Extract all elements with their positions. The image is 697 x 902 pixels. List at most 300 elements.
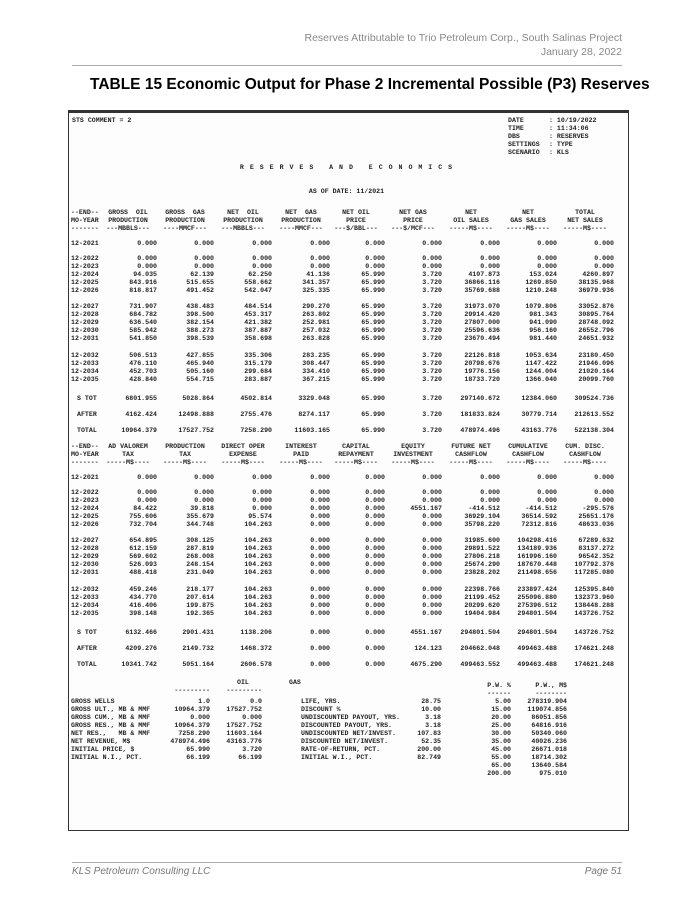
table-cell: 506.513 [129,352,157,359]
column-header: CUMULATIVE [508,443,548,450]
table-cell: 558.662 [244,279,272,286]
table-cell: 65.990 [361,311,385,318]
table-cell: 308.125 [186,537,214,544]
table-cell: 522138.304 [574,427,614,434]
table-cell: 0.000 [365,602,385,609]
table-cell: 4162.424 [125,411,157,418]
table-cell: 1079.806 [525,303,557,310]
table-cell: 20299.620 [464,602,500,609]
column-header: GROSS GAS [165,209,205,216]
summary-oil-value: 65.990 [186,746,210,753]
table-cell: 0.000 [422,489,442,496]
table-cell: 174621.248 [574,645,614,652]
table-cell: 0.000 [480,255,500,262]
table-cell: 941.090 [529,319,557,326]
table-cell: 0.000 [137,240,157,247]
table-cell: 0.000 [422,513,442,520]
pw-value-header: P.W., M$ [535,682,567,689]
table-cell: 0.000 [365,594,385,601]
table-cell: 294801.504 [517,629,557,636]
table-cell: 421.382 [244,319,272,326]
table-cell: 3.720 [422,376,442,383]
table-cell: 19776.156 [464,368,500,375]
table-cell: 0.000 [422,561,442,568]
row-label: 12-2029 [71,319,99,326]
table-cell: 6801.955 [125,395,157,402]
table-cell: 19404.984 [464,610,500,617]
column-header: PRODUCTION [108,217,148,224]
pw-value: 64816.916 [531,722,567,729]
economic-indicator-label: DISCOUNTED PAYOUT, YRS. [301,722,393,729]
table-cell: 541.850 [129,335,157,342]
table-cell: 153.024 [529,271,557,278]
table-cell: 0.000 [422,474,442,481]
divider: --------- [226,687,262,694]
table-cell: 0.000 [310,602,330,609]
table-cell: 35798.220 [464,521,500,528]
table-cell: 29891.522 [464,545,500,552]
table-cell: 452.703 [129,368,157,375]
table-cell: 104.263 [244,553,272,560]
table-cell: 143726.752 [574,610,614,617]
divider: -------- [535,690,567,697]
table-cell: 382.154 [186,319,214,326]
summary-label: INITIAL PRICE, $ [71,746,135,753]
pw-value: 119074.856 [527,706,567,713]
table-cell: 0.000 [310,537,330,544]
table-cell: 211498.656 [517,569,557,576]
row-label: 12-2028 [71,545,99,552]
table-cell: 248.154 [186,561,214,568]
table-cell: 0.000 [365,553,385,560]
table-cell: 5051.164 [182,661,214,668]
table-cell: 5028.864 [182,395,214,402]
table-cell: 398.539 [186,335,214,342]
pw-value: 26671.018 [531,746,567,753]
table-cell: 0.000 [365,569,385,576]
row-label: 12-2024 [71,505,99,512]
pw-percent: 5.00 [495,698,511,705]
table-cell: 23670.494 [464,335,500,342]
pw-percent: 200.00 [487,770,511,777]
table-cell: 0.000 [594,263,614,270]
row-label: 12-2021 [71,240,99,247]
table-cell: 0.000 [365,474,385,481]
as-of-date: AS OF DATE: 11/2021 [308,188,385,195]
table-cell: 3.720 [422,303,442,310]
table-cell: 388.273 [186,327,214,334]
table-cell: 65.990 [361,352,385,359]
pw-percent: 25.00 [491,722,511,729]
report-heading: R E S E R V E S A N D E C O N O M I C S [239,164,454,171]
row-label: 12-2032 [71,352,99,359]
table-cell: 0.000 [310,489,330,496]
economic-indicator-label: UNDISCOUNTED NET/INVEST. [301,730,396,737]
row-label: AFTER [77,411,97,418]
summary-label: GROSS RES., MB & MMF [71,722,151,729]
table-cell: 515.655 [186,279,214,286]
pw-percent: 45.00 [491,746,511,753]
footer-company: KLS Petroleum Consulting LLC [72,866,211,877]
table-cell: 0.000 [480,489,500,496]
row-label: 12-2025 [71,279,99,286]
table-cell: 294801.504 [460,629,500,636]
table-cell: 65.990 [361,303,385,310]
economic-indicator-label: INITIAL W.I., PCT. [301,754,373,761]
table-cell: 35769.688 [464,287,500,294]
table-cell: 0.000 [422,537,442,544]
column-header: PAID [293,451,309,458]
table-cell: 542.047 [244,287,272,294]
table-cell: 0.000 [480,474,500,481]
summary-label: NET REVENUE, M$ [71,738,131,745]
table-cell: 308.447 [302,360,330,367]
table-cell: 8274.117 [298,411,330,418]
table-cell: 31973.070 [464,303,500,310]
summary-label: GROSS ULT., MB & MMF [71,706,151,713]
row-label: 12-2033 [71,594,99,601]
table-cell: 3.720 [422,335,442,342]
table-cell: 65.990 [361,427,385,434]
table-cell: 0.000 [422,594,442,601]
table-cell: 387.887 [244,327,272,334]
table-cell: 104.263 [244,602,272,609]
row-label: 12-2023 [71,263,99,270]
table-cell: 0.000 [422,586,442,593]
table-cell: 104.263 [244,569,272,576]
table-cell: 0.000 [137,255,157,262]
table-cell: 335.306 [244,352,272,359]
table-cell: 0.000 [480,497,500,504]
table-cell: 3.720 [422,368,442,375]
table-cell: 453.317 [244,311,272,318]
row-label: 12-2034 [71,368,99,375]
table-cell: 143726.752 [574,629,614,636]
table-cell: 94.035 [133,271,157,278]
economic-indicator-label: RATE-OF-RETURN, PCT. [301,746,381,753]
table-cell: 499463.488 [517,661,557,668]
summary-gas-value: 11603.164 [226,730,262,737]
table-cell: 20798.676 [464,360,500,367]
table-cell: 233897.424 [517,586,557,593]
table-cell: 981.343 [529,311,557,318]
table-cell: 3.720 [422,427,442,434]
table-cell: 283.235 [302,352,330,359]
table-cell: 27806.218 [464,553,500,560]
table-cell: 0.000 [537,474,557,481]
pw-value: 278319.904 [527,698,567,705]
table-cell: 843.916 [129,279,157,286]
economic-indicator-value: 3.18 [425,714,441,721]
table-cell: 434.770 [129,594,157,601]
meta-value: : RESERVES [549,133,589,140]
table-cell: 416.406 [129,602,157,609]
pw-value: 18714.302 [531,754,567,761]
column-header: -----M$---- [449,459,493,466]
table-cell: 36514.592 [521,513,557,520]
pw-percent: 20.00 [491,714,511,721]
table-cell: 981.440 [529,335,557,342]
table-cell: 0.000 [252,497,272,504]
column-header: PRICE [346,217,366,224]
summary-label: GROSS CUM., MB & MMF [71,714,151,721]
column-header: NET [465,209,477,216]
row-label: 12-2026 [71,287,99,294]
table-cell: 0.000 [310,645,330,652]
table-cell: 569.602 [129,553,157,560]
table-cell: 25596.636 [464,327,500,334]
table-cell: 0.000 [252,255,272,262]
table-cell: 297140.672 [460,395,500,402]
meta-value: : 10/19/2022 [549,117,597,124]
table-cell: -414.512 [525,505,557,512]
table-cell: 199.875 [186,602,214,609]
column-header: CAPITAL [342,443,370,450]
table-cell: 65.990 [361,360,385,367]
header-project: Reserves Attributable to Trio Petroleum Corp., South Salinas Project [304,32,622,44]
table-cell: 0.000 [365,586,385,593]
table-cell: 1468.372 [240,645,272,652]
column-header: -----M$---- [391,459,435,466]
table-cell: 3.720 [422,319,442,326]
table-cell: 1053.634 [525,352,557,359]
table-cell: 257.032 [302,327,330,334]
table-cell: 499463.552 [460,661,500,668]
table-cell: 65.990 [361,395,385,402]
table-cell: 39.818 [190,505,214,512]
table-cell: 65.990 [361,368,385,375]
table-cell: 459.246 [129,586,157,593]
summary-oil-value: 66.199 [186,754,210,761]
column-header: GROSS OIL [108,209,148,216]
table-cell: 0.000 [594,474,614,481]
column-header: TAX [179,451,191,458]
table-cell: 4209.276 [125,645,157,652]
page-number: Page 51 [584,866,622,877]
economic-indicator-label: LIFE, YRS. [301,698,341,705]
meta-label: DATE [508,117,524,124]
table-cell: 398.500 [186,311,214,318]
column-header: REPAYMENT [338,451,374,458]
table-cell: 17527.752 [178,427,214,434]
table-cell: 0.000 [365,545,385,552]
table-cell: 0.000 [365,661,385,668]
row-label: 12-2026 [71,521,99,528]
column-header: -----M$---- [506,459,550,466]
table-cell: 36929.104 [464,513,500,520]
column-header: INVESTMENT [393,451,433,458]
table-cell: 1366.040 [525,376,557,383]
table-cell: 0.000 [365,513,385,520]
table-cell: 6132.466 [125,629,157,636]
table-cell: 30779.714 [521,411,557,418]
table-cell: 684.782 [129,311,157,318]
table-cell: 1244.004 [525,368,557,375]
column-header: -----M$---- [449,225,493,232]
table-cell: 612.159 [129,545,157,552]
table-cell: 65.990 [361,335,385,342]
pw-percent: 15.00 [491,706,511,713]
table-cell: 181833.824 [460,411,500,418]
row-label: 12-2035 [71,610,99,617]
table-cell: 3.720 [422,271,442,278]
table-cell: 2755.476 [240,411,272,418]
table-cell: 290.270 [302,303,330,310]
row-label: S TOT [77,629,97,636]
table-cell: 325.335 [302,287,330,294]
table-cell: 309524.736 [574,395,614,402]
table-cell: 65.990 [361,319,385,326]
table-cell: 3.720 [422,327,442,334]
column-header: CASHFLOW [455,451,487,458]
summary-gas-value: 66.199 [238,754,262,761]
table-cell: 65.990 [361,287,385,294]
column-header: PRODUCTION [281,217,321,224]
column-header: NET GAS [399,209,427,216]
column-header: -----M$---- [106,459,150,466]
table-cell: 294801.504 [517,610,557,617]
table-cell: 23828.202 [464,569,500,576]
table-cell: 0.000 [252,474,272,481]
column-header: --END-- [71,209,99,216]
table-cell: 755.606 [129,513,157,520]
economic-indicator-value: 10.00 [421,706,441,713]
table-cell: 367.215 [302,376,330,383]
table-cell: 10341.742 [121,661,157,668]
table-cell: 263.828 [302,335,330,342]
table-cell: 4260.897 [582,271,614,278]
table-cell: 2901.431 [182,629,214,636]
table-cell: 4502.814 [240,395,272,402]
oil-header: OIL [237,679,249,686]
summary-gas-value: 0.0 [250,698,262,705]
table-cell: 334.410 [302,368,330,375]
table-cell: 0.000 [194,497,214,504]
table-cell: 0.000 [365,629,385,636]
pw-percent-header: P.W. % [487,682,511,689]
table-cell: -295.576 [582,505,614,512]
table-cell: 25651.176 [578,513,614,520]
column-header: CASHFLOW [569,451,601,458]
table-cell: 315.179 [244,360,272,367]
table-cell: 104.263 [244,545,272,552]
table-cell: 31985.600 [464,537,500,544]
table-cell: 25674.290 [464,561,500,568]
table-cell: 21020.164 [578,368,614,375]
economic-indicator-value: 3.18 [425,722,441,729]
column-header: PRODUCTION [165,443,205,450]
table-cell: 161996.160 [517,553,557,560]
table-cell: 0.000 [594,497,614,504]
summary-label: INITIAL N.I., PCT. [71,754,143,761]
column-header: OIL SALES [453,217,489,224]
meta-label: SCENARIO [508,149,540,156]
table-cell: 62.139 [190,271,214,278]
column-header: ---MBBLS--- [106,225,150,232]
table-cell: 38135.968 [578,279,614,286]
table-cell: 12498.888 [178,411,214,418]
table-cell: 0.000 [137,263,157,270]
table-cell: 252.981 [302,319,330,326]
summary-oil-value: 0.000 [190,714,210,721]
table-cell: 554.715 [186,376,214,383]
column-header: PRICE [403,217,423,224]
table-cell: 21199.452 [464,594,500,601]
row-label: 12-2023 [71,497,99,504]
table-cell: 1138.206 [240,629,272,636]
table-cell: 36866.116 [464,279,500,286]
table-cell: 20099.760 [578,376,614,383]
row-label: S TOT [77,395,97,402]
table-cell: 67289.632 [578,537,614,544]
column-header: --END-- [71,443,99,450]
table-cell: 1269.850 [525,279,557,286]
table-cell: 24651.932 [578,335,614,342]
table-cell: 0.000 [422,497,442,504]
table-cell: 0.000 [365,497,385,504]
table-cell: 1147.422 [525,360,557,367]
column-header: CASHFLOW [512,451,544,458]
table-cell: 0.000 [537,497,557,504]
column-header: ------- [71,225,99,232]
table-cell: 956.160 [529,327,557,334]
table-cell: 22398.766 [464,586,500,593]
table-cell: 4551.167 [410,629,442,636]
table-cell: 358.698 [244,335,272,342]
meta-value: : TYPE [549,141,573,148]
table-cell: 0.000 [194,489,214,496]
table-cell: 104.263 [244,521,272,528]
table-cell: 0.000 [310,594,330,601]
table-cell: 41.136 [306,271,330,278]
economics-report [68,110,629,831]
table-cell: 104.263 [244,586,272,593]
table-cell: 0.000 [365,610,385,617]
table-cell: 3.720 [422,311,442,318]
table-cell: 18733.720 [464,376,500,383]
table-cell: 0.000 [310,610,330,617]
table-cell: 0.000 [252,263,272,270]
table-cell: 0.000 [310,255,330,262]
column-header: NET GAS [285,209,317,216]
table-cell: 104.263 [244,594,272,601]
summary-label: GROSS WELLS [71,698,115,705]
column-header: NET OIL [342,209,370,216]
table-cell: 7258.290 [240,427,272,434]
row-label: TOTAL [77,661,97,668]
row-label: AFTER [77,645,97,652]
summary-label: NET RES., MB & MMF [71,730,151,737]
economic-indicator-value: 200.00 [417,746,441,753]
table-cell: 72312.816 [521,521,557,528]
column-header: ---$/BBL--- [334,225,378,232]
table-cell: 0.000 [137,489,157,496]
table-cell: 30895.764 [578,311,614,318]
table-cell: 3.720 [422,352,442,359]
table-cell: 0.000 [252,489,272,496]
table-cell: 0.000 [365,537,385,544]
table-cell: 134189.936 [517,545,557,552]
table-cell: 104.263 [244,561,272,568]
row-label: 12-2031 [71,335,99,342]
table-cell: 33052.876 [578,303,614,310]
table-cell: 124.123 [414,645,442,652]
economic-indicator-value: 107.83 [417,730,441,737]
table-cell: 3.720 [422,279,442,286]
table-cell: 0.000 [310,561,330,568]
table-cell: 476.110 [129,360,157,367]
row-label: 12-2033 [71,360,99,367]
